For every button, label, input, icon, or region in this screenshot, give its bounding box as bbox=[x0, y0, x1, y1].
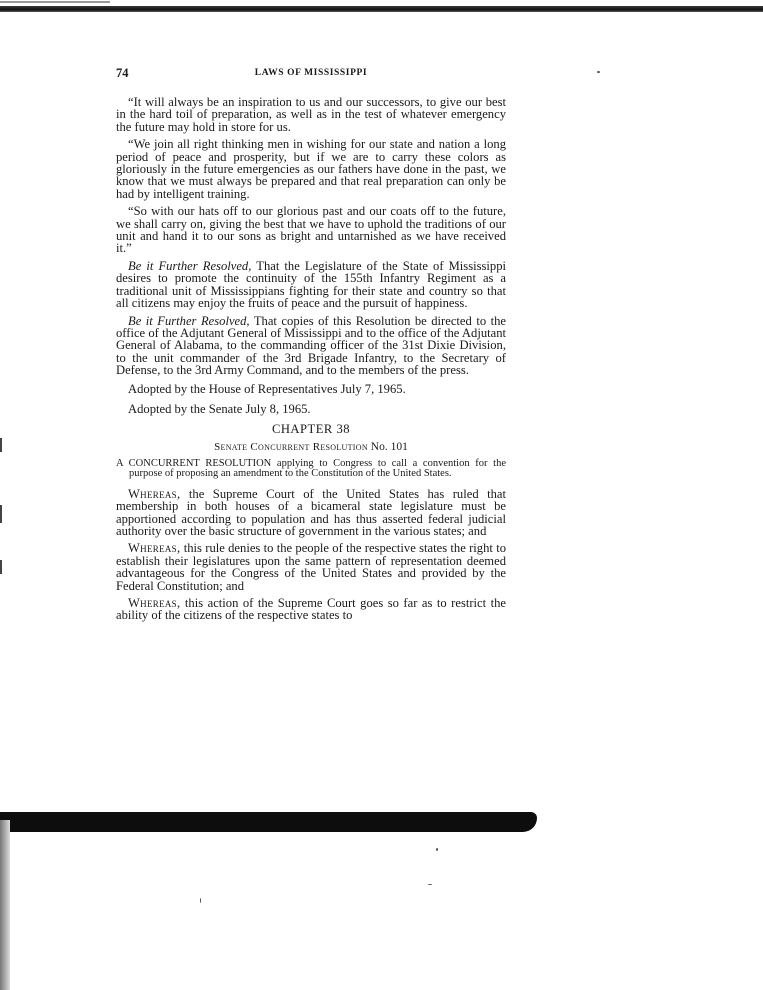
margin-mark bbox=[0, 438, 2, 452]
resolution-label: Senate Concurrent Resolution bbox=[214, 440, 368, 453]
whereas-text: this rule denies to the people of the respective states the right to establish their legislatures upon the same pattern of representation deemed advantageous for the Congress of the United States and provided by the Federal Constitution; and bbox=[116, 541, 506, 593]
scan-edge-bottom bbox=[0, 812, 537, 832]
resolved-text: That copies of this Resolution be directed to the office of the Adjutant General of Mississippi and to the office of the Adjutant General of Alabama, to the commanding officer of the 31st Dixie Division, to the unit commander of the 3rd Brigade Infantry, to the Secretary of Defense, to the 3rd Army Command, and to the members of the press. bbox=[116, 313, 506, 378]
adopted-senate: Adopted by the Senate July 8, 1965. bbox=[128, 401, 311, 416]
scan-edge-top bbox=[0, 6, 763, 12]
adopted-house: Adopted by the House of Representatives July 7, 1965. bbox=[128, 381, 406, 396]
margin-mark bbox=[0, 560, 2, 574]
whereas-text: the Supreme Court of the United States has ruled that membership in both houses of a bicameral state legislature must be apportioned according to population and has thus asserted federal judicial authority over the basic structure of government in the various states; and bbox=[116, 486, 506, 538]
whereas-label: Whereas, bbox=[128, 541, 181, 556]
resolution-number bbox=[116, 441, 506, 453]
resolved-lead: Be it Further Resolved, bbox=[128, 313, 250, 328]
margin-mark bbox=[0, 505, 2, 523]
whereas-paragraph bbox=[116, 597, 506, 622]
scan-edge-left bbox=[0, 820, 10, 990]
quote-paragraph: “So with our hats off to our glorious past and our coats off to the future, we shall carry on, giving the best that we have to uphold the traditions of our unit and hand it to our sons as bright and untarnished as we have received it.” bbox=[116, 204, 506, 256]
resolved-lead: Be it Further Resolved, bbox=[128, 258, 252, 273]
whereas-paragraph bbox=[116, 488, 506, 538]
document-page bbox=[116, 66, 506, 627]
whereas-text: this action of the Supreme Court goes so far as to restrict the ability of the citizens of the respective states to bbox=[116, 595, 506, 623]
whereas-label: Whereas, bbox=[128, 486, 181, 501]
whereas-label: Whereas, bbox=[128, 595, 181, 610]
resolved-paragraph bbox=[116, 260, 506, 310]
quote-paragraph: “We join all right thinking men in wishing for our state and nation a long period of peace and prosperity, but if we are to carry these colors as gloriously in the future emergencies as our fathers have done in the past, we know that we must always be prepared and that real preparation can only be had by intelligent training. bbox=[116, 137, 506, 201]
scan-speck bbox=[200, 898, 201, 903]
resolved-paragraph bbox=[116, 315, 506, 377]
running-header bbox=[116, 66, 506, 84]
resolution-summary: A CONCURRENT RESOLUTION applying to Congress to call a convention for the purpose of proposing an amendment to the Constitution of the United States. bbox=[116, 457, 506, 480]
scan-speck bbox=[436, 848, 438, 851]
resolved-text: That the Legislature of the State of Mississippi desires to promote the continuity of the 155th Infantry Regiment as a traditional unit of Mississippians fighting for their state and country so that all citizens may enjoy the fruits of peace and the pursuit of happiness. bbox=[116, 258, 506, 311]
running-title: LAWS OF MISSISSIPPI bbox=[254, 68, 368, 78]
page-number: 74 bbox=[116, 66, 129, 80]
scan-speck bbox=[428, 884, 432, 885]
scan-speck bbox=[597, 71, 600, 73]
quote-paragraph: “It will always be an inspiration to us and our successors, to give our best in the hard toil of preparation, as well as in the test of whatever emergency the future may hold in store for us. bbox=[116, 95, 506, 134]
chapter-heading: CHAPTER 38 bbox=[271, 421, 351, 436]
scan-edge-top-thin bbox=[0, 1, 110, 3]
resolution-no-value: No. 101 bbox=[367, 440, 408, 453]
whereas-paragraph bbox=[116, 542, 506, 592]
